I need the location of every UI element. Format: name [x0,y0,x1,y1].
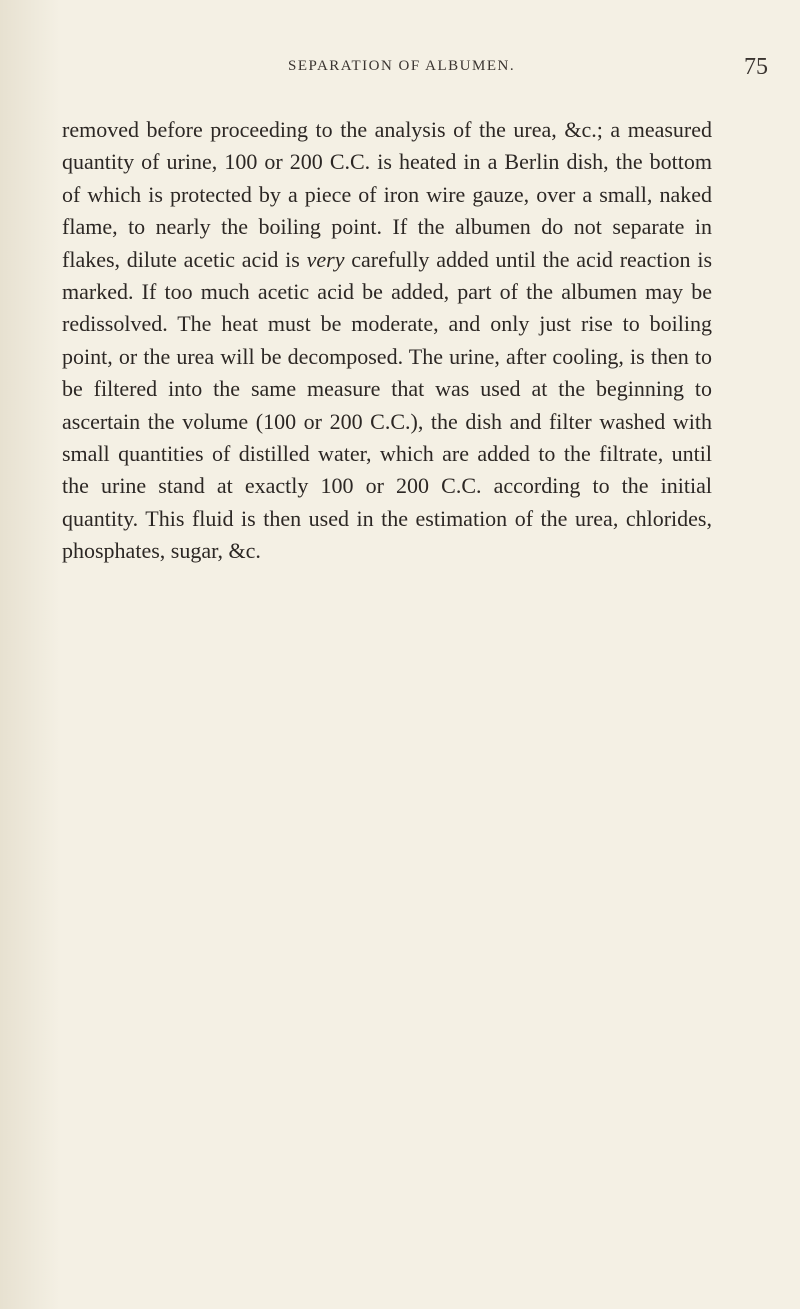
body-paragraph [62,114,712,568]
running-head: SEPARATION OF ALBUMEN. [288,58,516,74]
page-header [0,54,800,84]
body-text-part-1: removed before proceeding to the analysis of the urea, &c.; a measured quantity of urine, 100 or 200 C.C. is heated in a Berlin dish, the bottom of which is protected by a piece of iron wire gauze, over a small, naked flame, to nearly the boiling point. If the albumen do not separate in flakes, dilute acetic acid is [62,117,712,272]
body-text-part-2: carefully added until the acid reaction is marked. If too much acetic acid be added, part of the albumen may be redissolved. The heat must be moderate, and only just rise to boiling point, or the urea will be decomposed. The urine, after cooling, is then to be filtered into the same measure that was used at the beginning to ascertain the volume (100 or 200 C.C.), the dish and filter washed with small quantities of distilled water, which are added to the filtrate, until the urine stand at exactly 100 or 200 C.C. according to the initial quantity. This fluid is then used in the estimation of the urea, chlorides, phosphates, sugar, &c. [62,246,712,564]
page-number: 75 [744,54,768,80]
emphasis-text: very [306,246,345,272]
